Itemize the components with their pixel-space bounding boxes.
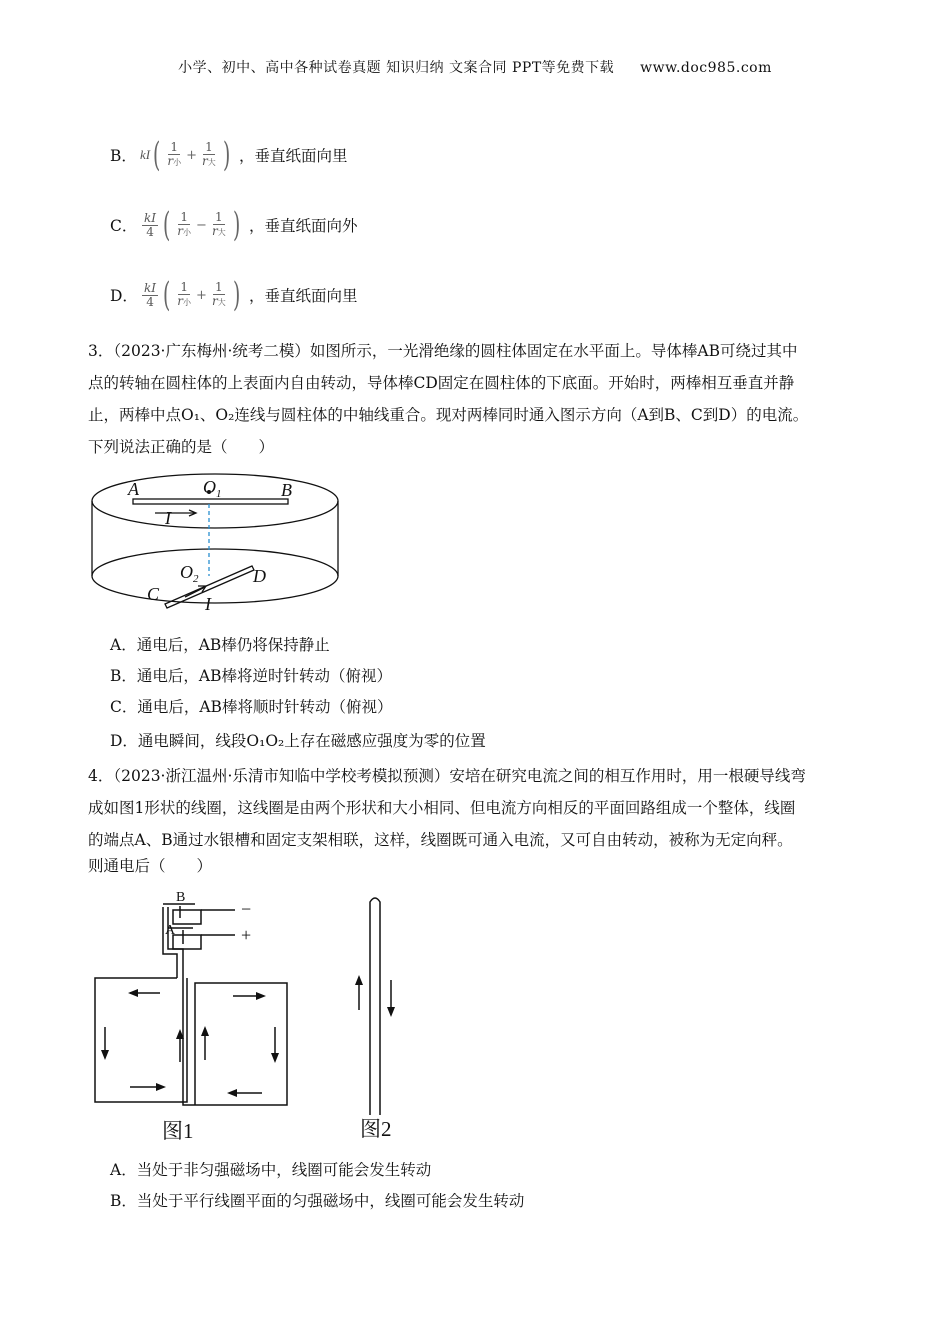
label-i-bottom: I [205,594,211,614]
coefficient: kI [140,147,151,162]
left-paren: ( [163,205,171,245]
left-loop [95,978,187,1102]
q3-stem-line-2: 点的转轴在圆柱体的上表面内自由转动，导体棒CD固定在圆柱体的下底面。开始时，两棒相互垂直并静 [88,374,795,392]
right-paren: ) [232,205,240,245]
option-label: D． [110,287,138,305]
fraction-large: $\frac{1}{\text{r大}}$ [211,210,226,238]
q3-stem-line-4: 下列说法正确的是（ ） [88,438,275,456]
q3-option-b: B．通电后，AB棒将逆时针转动（俯视） [110,667,392,685]
caption-fig1: 图1 [162,1119,194,1143]
rod-ab [133,499,288,504]
label-i-top: I [165,508,171,528]
label-d: D [253,566,266,586]
page-header [0,57,950,77]
cylinder-bottom-front [92,576,338,603]
mercury-cup-b [173,910,201,924]
q4-option-a: A．当处于非匀强磁场中，线圈可能会发生转动 [110,1161,432,1179]
q4-stem-line-2: 成如图1形状的线圈，这线圈是由两个形状和大小相同、但电流方向相反的平面回路组成一个整体，线圈 [88,799,796,817]
header-text: 小学、初中、高中各种试卷真题 知识归纳 文案合同 PPT等免费下载 [178,60,615,76]
option-text: ，垂直纸面向外 [248,217,358,235]
fraction-small: $\frac{1}{\text{r小}}$ [177,210,192,238]
q4-stem-line-1: 4．（2023·浙江温州·乐清市知临中学校考模拟预测）安培在研究电流之间的相互作用时，用一根硬导线弯 [88,767,806,785]
coefficient-fraction: $\frac{kI}{4}$ [144,280,157,309]
caption-fig2: 图2 [360,1117,392,1141]
fraction-small: $\frac{1}{\text{r小}}$ [177,280,192,308]
mercury-cup-a [173,935,201,949]
label-b: B [281,480,292,500]
q4-option-b: B．当处于平行线圈平面的匀强磁场中，线圈可能会发生转动 [110,1192,525,1210]
fraction-large: $\frac{1}{\text{r大}}$ [202,140,216,168]
label-plus: + [241,925,252,945]
q3-cylinder-figure [85,468,355,618]
cylinder-bottom-back [92,549,338,576]
label-a: A [128,479,139,499]
option-text: ，垂直纸面向里 [239,147,348,165]
label-o1: $O_1$ [203,477,222,500]
right-loop [183,978,287,1105]
lead-wire-outer [163,907,177,978]
option-text: ，垂直纸面向里 [248,287,358,305]
q3-stem-line-1: 3．（2023·广东梅州·统考二模）如图所示，一光滑绝缘的圆柱体固定在水平面上。导体棒AB可绕过其中 [88,342,798,360]
coefficient-fraction: $\frac{kI}{4}$ [144,210,157,239]
q3-stem-line-3: 止，两棒中点O₁、O₂连线与圆柱体的中轴线重合。现对两棒同时通入图示方向（A到B、C到D）的电流。 [88,406,809,424]
q4-coil-figure [85,882,415,1147]
side-view-coil [370,898,380,1115]
label-c: C [147,584,160,604]
left-paren: ( [153,135,161,175]
right-paren: ) [232,275,240,315]
q4-stem-line-3: 的端点A、B通过水银槽和固定支架相联，这样，线圈既可通入电流，又可自由转动，被称为无定向秤。 [88,831,793,849]
fraction-small: $\frac{1}{\text{r小}}$ [167,140,182,168]
fraction-large: $\frac{1}{\text{r大}}$ [211,280,226,308]
q2-option-b [110,135,348,175]
q3-option-a: A．通电后，AB棒仍将保持静止 [110,636,330,654]
q4-stem-line-4: 则通电后（ ） [88,857,213,875]
label-terminal-b: B [176,890,186,905]
q2-option-c [110,205,358,245]
q2-option-d [110,275,358,315]
q3-option-d: D．通电瞬间，线段O₁O₂上存在磁感应强度为零的位置 [110,732,486,750]
right-paren: ) [222,135,231,175]
q3-option-c: C．通电后，AB棒将顺时针转动（俯视） [110,698,393,716]
left-paren: ( [163,275,171,315]
option-label: C． [110,217,138,235]
label-minus: − [241,899,252,919]
operator: + [186,147,198,163]
header-url[interactable]: www.doc985.com [640,60,772,76]
label-terminal-a: A [165,923,176,938]
operator: + [196,287,207,303]
label-o2: $O_2$ [180,562,199,585]
option-label: B． [110,147,137,165]
operator: − [196,217,207,233]
